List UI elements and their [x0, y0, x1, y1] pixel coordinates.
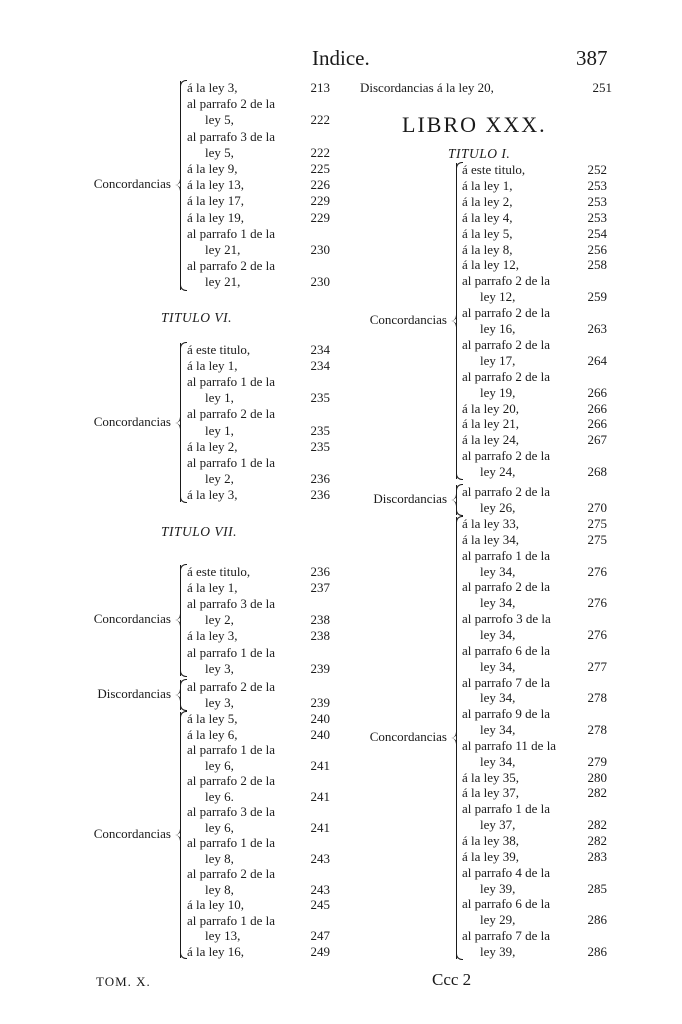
index-entry: al parrafo 1 de la [187, 644, 276, 660]
index-entry-page: 234 [310, 342, 330, 357]
brace [180, 343, 189, 502]
index-entry: á la ley 35, [462, 769, 520, 785]
index-entry: á la ley 33, [462, 516, 520, 531]
brace [180, 565, 189, 676]
index-entry: á la ley 5, [187, 711, 238, 726]
index-entry-page: 264 [587, 352, 607, 368]
index-entry-page: 245 [310, 897, 330, 912]
index-entry-page: 254 [587, 225, 607, 241]
index-entry: al parrafo 11 de la [462, 737, 557, 753]
index-entry: á la ley 19, [187, 209, 245, 225]
index-entry: á la ley 13, [187, 177, 245, 193]
index-entry-page: 266 [587, 416, 607, 432]
index-entry: á este titulo, [187, 564, 251, 579]
page-number: 387 [576, 46, 608, 70]
index-entry: ley 6. [205, 788, 234, 804]
index-entry: al parrafo 7 de la [462, 674, 551, 690]
index-entry-page: 278 [587, 690, 607, 706]
index-entry-page: 222 [310, 112, 330, 128]
index-entry-page: 263 [587, 321, 607, 336]
brace [456, 163, 465, 479]
index-entry: ley 37, [480, 817, 516, 833]
index-entry: ley 3, [205, 660, 234, 676]
index-entry: á este titulo, [462, 162, 526, 177]
index-entry-page: 229 [310, 209, 330, 225]
index-entry: á la ley 3, [187, 80, 238, 95]
index-entry: á este titulo, [187, 342, 251, 357]
index-entry-page: 259 [587, 289, 607, 305]
index-entry: ley 24, [480, 464, 516, 480]
brace-label: Concordancias [93, 413, 171, 429]
index-entry: ley 8, [205, 850, 234, 866]
index-entry-page: 286 [587, 943, 607, 959]
index-entry-page: 276 [587, 563, 607, 579]
index-entry: al parrafo 1 de la [187, 912, 276, 928]
index-entry: al parrafo 6 de la [462, 896, 551, 912]
index-entry-page: 230 [310, 242, 330, 257]
brace-label: Discordancias [373, 491, 447, 506]
index-entry: ley 13, [205, 928, 241, 943]
brace [180, 712, 189, 958]
index-entry: al parrafo 3 de la [187, 596, 276, 612]
index-entry-page: 279 [587, 753, 607, 769]
index-entry-page: 236 [310, 470, 330, 486]
index-entry: al parrafo 2 de la [187, 406, 276, 422]
index-entry: al parrafo 1 de la [187, 835, 276, 850]
brace-label: Concordancias [93, 176, 171, 192]
index-entry: ley 1, [205, 422, 234, 438]
index-entry: ley 21, [205, 274, 241, 290]
index-entry: á la ley 2, [462, 193, 513, 209]
index-entry-page: 280 [587, 769, 607, 785]
index-entry-page: 276 [587, 595, 607, 611]
index-entry-page: 237 [310, 580, 330, 596]
index-entry: á la ley 9, [187, 161, 238, 176]
index-entry: á la ley 21, [462, 416, 520, 432]
index-entry-page: 238 [310, 612, 330, 628]
index-entry: ley 34, [480, 722, 516, 738]
index-entry: al parrafo 1 de la [187, 374, 276, 390]
brace [456, 517, 465, 959]
index-entry-page: 239 [310, 660, 330, 676]
index-entry: ley 39, [480, 880, 516, 896]
index-entry: á la ley 1, [462, 177, 513, 193]
index-entry: á la ley 6, [187, 726, 238, 742]
index-entry: ley 6, [205, 819, 234, 835]
index-entry: ley 29, [480, 912, 516, 928]
index-entry: á la ley 4, [462, 209, 513, 225]
index-entry-page: 240 [310, 711, 330, 726]
index-entry: al parrafo 3 de la [187, 804, 276, 819]
index-entry-page: 222 [310, 144, 330, 160]
index-entry: al parrafo 1 de la [187, 454, 276, 470]
index-entry: al parrafo 4 de la [462, 864, 551, 880]
index-entry: á la ley 1, [187, 358, 238, 374]
index-entry-page: 275 [587, 516, 607, 531]
index-entry-page: 282 [587, 817, 607, 833]
index-entry: á la ley 1, [187, 580, 238, 596]
index-entry-page: 225 [310, 161, 330, 176]
index-entry: ley 2, [205, 612, 234, 628]
index-entry: ley 1, [205, 390, 234, 406]
brace-label: Discordancias [97, 686, 171, 701]
index-entry: al parrafo 2 de la [462, 448, 551, 464]
index-entry-page: 226 [310, 177, 330, 193]
index-entry: al parrofo 3 de la [462, 611, 551, 627]
index-entry: al parrafo 2 de la [462, 305, 551, 321]
index-entry: al parrafo 2 de la [187, 96, 276, 112]
index-entry: á la ley 10, [187, 897, 245, 912]
index-entry-page: 283 [587, 848, 607, 864]
page-title: Indice. [312, 46, 370, 70]
index-entry: á la ley 24, [462, 432, 520, 448]
index-entry-page: 258 [587, 257, 607, 273]
index-entry: ley 3, [205, 695, 234, 710]
signature-mark: Ccc 2 [432, 970, 472, 989]
brace-label: Concordancias [369, 728, 447, 744]
index-entry: al parrafo 2 de la [462, 336, 551, 352]
index-entry-page: 277 [587, 658, 607, 674]
index-entry: á la ley 8, [462, 241, 513, 257]
index-entry: ley 8, [205, 881, 234, 897]
index-entry: ley 2, [205, 470, 234, 486]
index-entry: al parrafo 2 de la [462, 579, 551, 595]
index-entry-page: 240 [310, 726, 330, 742]
index-entry-page: 236 [310, 564, 330, 579]
index-entry: al parrafo 1 de la [187, 742, 276, 757]
index-entry-page: 235 [310, 422, 330, 438]
index-entry: ley 6, [205, 757, 234, 773]
titulo-vi-heading: TITULO VI. [161, 310, 233, 325]
index-entry: al parrafo 1 de la [462, 547, 551, 563]
index-entry: al parrafo 2 de la [187, 866, 276, 881]
index-entry-page: 278 [587, 722, 607, 738]
index-entry: ley 19, [480, 384, 516, 400]
index-entry-page: 253 [587, 209, 607, 225]
index-entry: á la ley 12, [462, 257, 520, 273]
index-entry: ley 39, [480, 943, 516, 959]
index-entry: ley 5, [205, 112, 234, 128]
brace [180, 680, 189, 710]
brace [456, 485, 465, 515]
index-entry: al parrafo 3 de la [187, 128, 276, 144]
index-entry: ley 34, [480, 563, 516, 579]
index-entry: al parrafo 1 de la [187, 225, 276, 241]
index-entry: al parrafo 2 de la [462, 484, 551, 499]
index-entry: ley 34, [480, 753, 516, 769]
index-entry-page: 247 [310, 928, 330, 943]
index-entry-page: 252 [587, 162, 607, 177]
index-entry-page: 241 [310, 757, 330, 773]
index-entry: á la ley 34, [462, 531, 520, 547]
index-entry-page: 238 [310, 628, 330, 644]
index-entry: ley 34, [480, 690, 516, 706]
index-entry-page: 241 [310, 819, 330, 835]
index-entry: ley 17, [480, 352, 516, 368]
index-entry: al parrafo 9 de la [462, 706, 551, 722]
index-entry-page: 235 [310, 390, 330, 406]
index-entry-page: 253 [587, 193, 607, 209]
index-entry-page: 229 [310, 193, 330, 209]
index-entry: ley 12, [480, 289, 516, 305]
index-entry: ley 34, [480, 595, 516, 611]
index-entry: á la ley 3, [187, 628, 238, 644]
brace [180, 81, 189, 290]
discordancias-ley-20-page: 251 [592, 80, 612, 95]
brace-label: Concordancias [369, 312, 447, 327]
index-entry: á la ley 5, [462, 225, 513, 241]
index-entry-page: 270 [587, 500, 607, 515]
index-entry: ley 34, [480, 658, 516, 674]
index-entry: al parrafo 2 de la [462, 368, 551, 384]
index-entry: ley 21, [205, 242, 241, 257]
index-entry: á la ley 17, [187, 193, 245, 209]
index-entry: al parrafo 6 de la [462, 642, 551, 658]
index-entry-page: 249 [310, 943, 330, 959]
libro-xxx-heading: LIBRO XXX. [402, 112, 547, 137]
volume-mark: TOM. X. [96, 974, 151, 989]
index-entry-page: 243 [310, 881, 330, 897]
index-entry-page: 239 [310, 695, 330, 710]
index-entry: ley 5, [205, 144, 234, 160]
index-entry-page: 268 [587, 464, 607, 480]
index-entry-page: 234 [310, 358, 330, 374]
brace-label: Concordancias [93, 826, 171, 841]
index-entry: al parrafo 2 de la [462, 273, 551, 289]
index-entry: al parrafo 1 de la [462, 801, 551, 817]
index-entry-page: 267 [587, 432, 607, 448]
index-entry-page: 266 [587, 400, 607, 416]
index-entry-page: 286 [587, 912, 607, 928]
brace-label: Concordancias [93, 611, 171, 627]
index-entry: á la ley 3, [187, 486, 238, 502]
index-entry-page: 230 [310, 274, 330, 290]
index-entry-page: 276 [587, 626, 607, 642]
index-entry-page: 241 [310, 788, 330, 804]
index-entry: ley 16, [480, 321, 516, 336]
titulo-i-heading: TITULO I. [448, 146, 511, 161]
index-entry-page: 266 [587, 384, 607, 400]
index-entry-page: 253 [587, 177, 607, 193]
index-entry: á la ley 38, [462, 833, 520, 848]
index-entry-page: 256 [587, 241, 607, 257]
index-entry: al parrafo 2 de la [187, 773, 276, 788]
index-entry-page: 282 [587, 785, 607, 801]
index-entry-page: 282 [587, 833, 607, 848]
discordancias-ley-20: Discordancias á la ley 20, [360, 80, 494, 95]
index-entry-page: 213 [310, 80, 330, 95]
index-entry-page: 243 [310, 850, 330, 866]
index-entry: ley 34, [480, 626, 516, 642]
index-entry-page: 275 [587, 531, 607, 547]
index-entry-page: 235 [310, 438, 330, 454]
index-entry: al parrafo 7 de la [462, 928, 551, 944]
index-entry: al parrafo 2 de la [187, 258, 276, 274]
index-entry: á la ley 2, [187, 438, 238, 454]
index-entry-page: 236 [310, 486, 330, 502]
index-entry: á la ley 16, [187, 943, 245, 959]
index-entry: á la ley 20, [462, 400, 520, 416]
index-entry: á la ley 39, [462, 848, 520, 864]
titulo-vii-heading: TITULO VII. [161, 524, 238, 539]
index-entry-page: 285 [587, 880, 607, 896]
index-entry: al parrafo 2 de la [187, 679, 276, 694]
index-entry: ley 26, [480, 500, 516, 515]
index-entry: á la ley 37, [462, 785, 520, 801]
